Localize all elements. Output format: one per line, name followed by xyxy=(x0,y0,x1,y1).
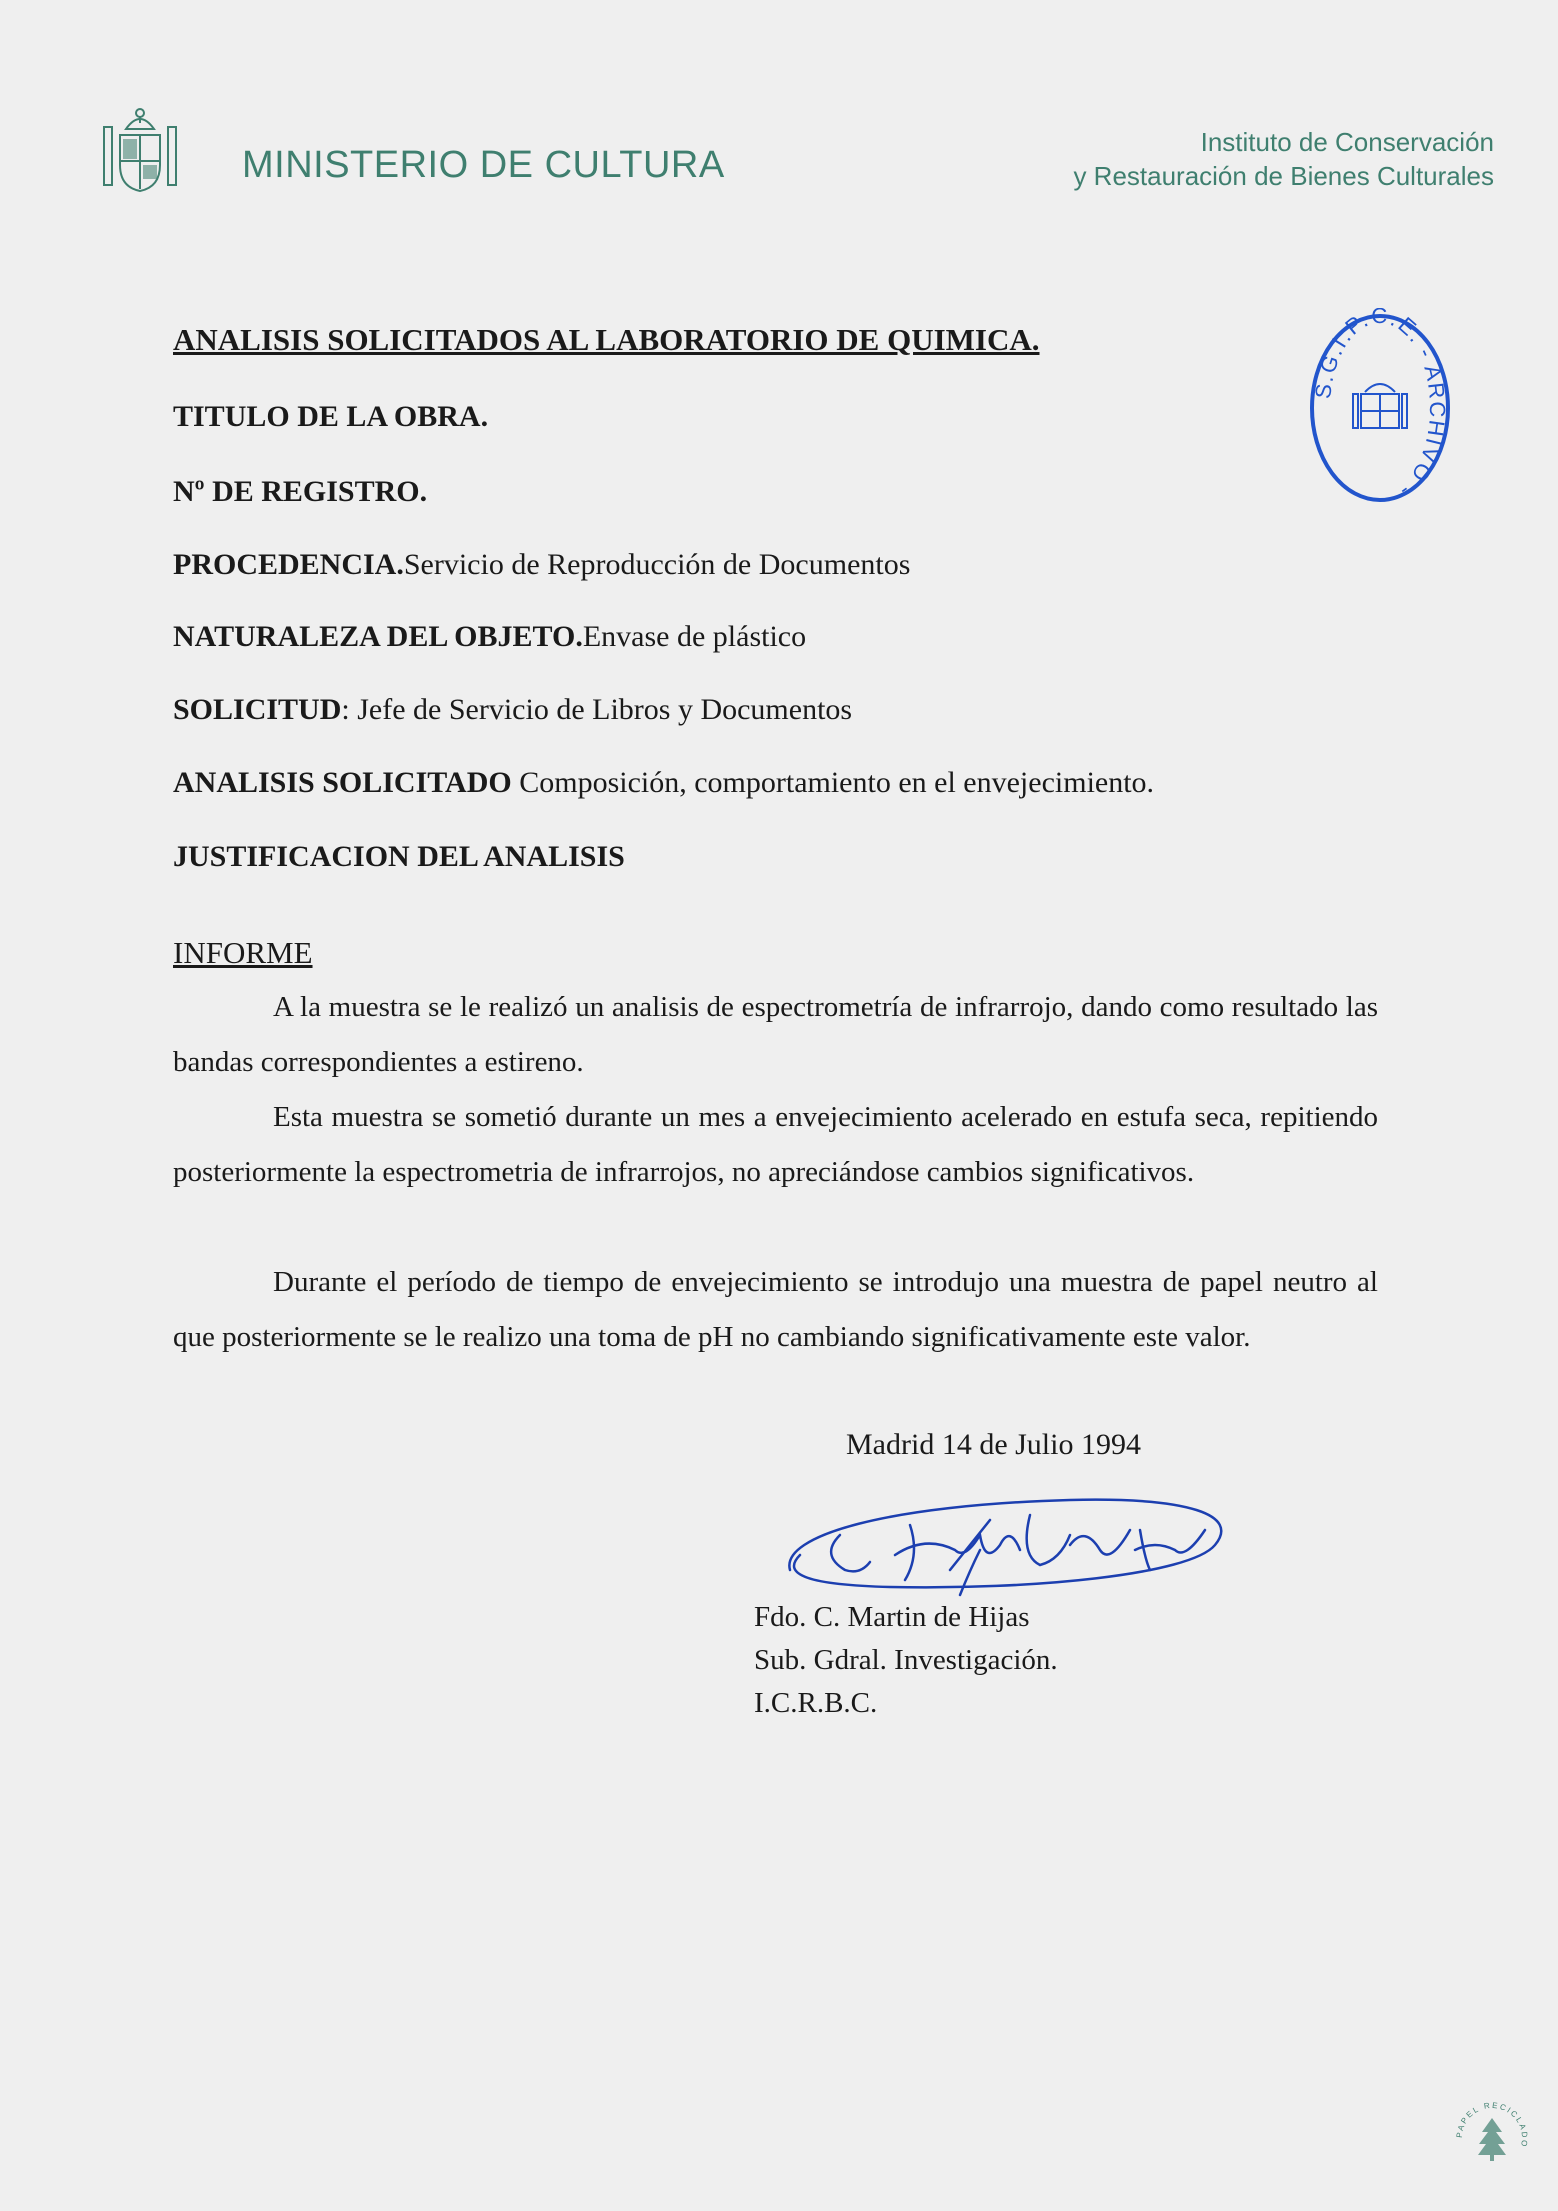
field-value: Servicio de Reproducción de Documentos xyxy=(403,548,911,581)
informe-paragraph: Durante el período de tiempo de envejecimiento se introdujo una muestra de papel neutro al que posteriormente se le realizo una toma de pH no cambiando significativamente este valor. xyxy=(173,1266,1378,1353)
field-value: Composición, comportamiento en el envejecimiento. xyxy=(511,766,1155,799)
field-analisis-solicitado xyxy=(173,766,1154,800)
institute-line-2: y Restauración de Bienes Culturales xyxy=(1073,161,1494,191)
document-date: Madrid 14 de Julio 1994 xyxy=(846,1428,1141,1461)
field-value: Envase de plástico xyxy=(582,620,807,653)
field-label: ANALISIS SOLICITADO xyxy=(173,766,512,799)
institute-line-1: Instituto de Conservación xyxy=(1200,127,1494,157)
field-label: Nº DE REGISTRO. xyxy=(173,475,428,508)
field-registro xyxy=(173,475,427,509)
field-label: PROCEDENCIA. xyxy=(173,548,404,581)
recycled-mark-text: PAPEL RECICLADO xyxy=(1454,2100,1530,2150)
signatory-name: Fdo. C. Martin de Hijas xyxy=(754,1601,1030,1633)
field-justificacion xyxy=(173,840,625,874)
coat-of-arms-icon xyxy=(100,105,180,197)
field-titulo xyxy=(173,400,488,434)
document-heading: ANALISIS SOLICITADOS AL LABORATORIO DE QUIMICA. xyxy=(173,322,1040,357)
field-naturaleza xyxy=(173,620,806,654)
ministry-name: MINISTERIO DE CULTURA xyxy=(242,144,725,186)
field-label: JUSTIFICACION DEL ANALISIS xyxy=(173,840,625,873)
field-value: : Jefe de Servicio de Libros y Documentos xyxy=(341,693,853,726)
signatory-institution: I.C.R.B.C. xyxy=(754,1687,878,1719)
field-label: SOLICITUD xyxy=(173,693,342,726)
informe-paragraph: Esta muestra se sometió durante un mes a envejecimiento acelerado en estufa seca, repitiendo posteriormente la espectrometria de infrarrojos, no apreciándose cambios significativos. xyxy=(173,1101,1378,1188)
handwritten-signature xyxy=(770,1475,1240,1615)
field-solicitud xyxy=(173,693,852,727)
field-label: NATURALEZA DEL OBJETO. xyxy=(173,620,583,653)
stamp-crest-icon xyxy=(1353,384,1407,428)
field-procedencia xyxy=(173,548,910,582)
archive-stamp xyxy=(1305,308,1455,508)
signatory-title: Sub. Gdral. Investigación. xyxy=(754,1644,1058,1676)
informe-title: INFORME xyxy=(173,935,313,970)
informe-paragraph: A la muestra se le realizó un analisis de espectrometría de infrarrojo, dando como resultado las bandas correspondientes a estireno. xyxy=(173,991,1378,1078)
field-label: TITULO DE LA OBRA. xyxy=(173,400,489,433)
signatory-block xyxy=(754,1596,1058,1725)
institute-name xyxy=(1073,125,1494,193)
recycled-paper-logo-icon xyxy=(1452,2098,1532,2178)
stamp-text: S.G.I.P.C.E. - ARCHIVO - xyxy=(1310,308,1451,505)
